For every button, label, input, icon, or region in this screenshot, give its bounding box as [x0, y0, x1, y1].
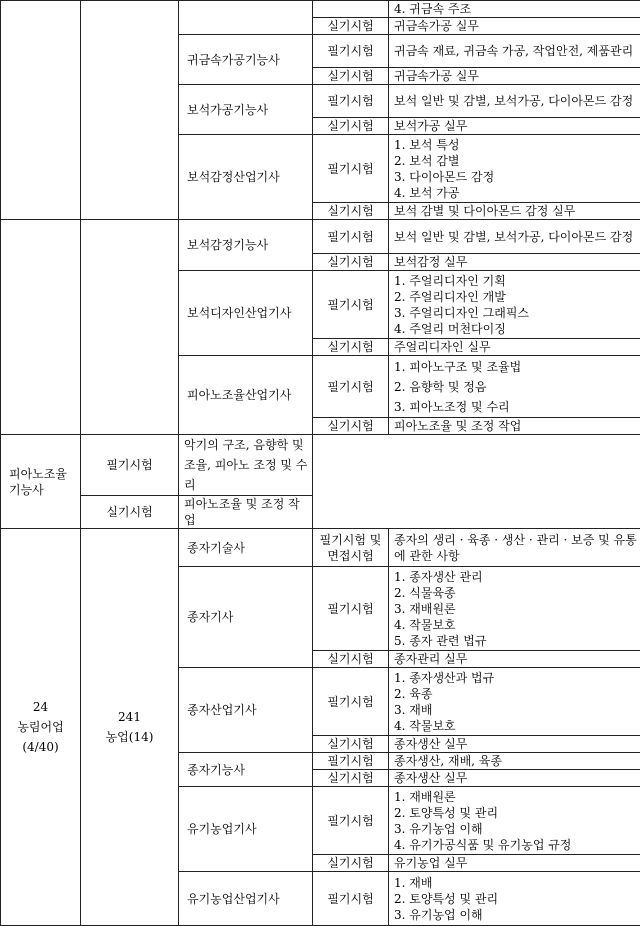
- exam-type: 실기시험: [313, 418, 389, 435]
- exam-type: 필기시험: [313, 135, 389, 203]
- qualification-name: 보석디자인산업기사: [179, 271, 313, 356]
- major-category-code: 24: [5, 697, 76, 717]
- content-line: 주얼리디자인 실무: [394, 339, 637, 355]
- content-line: 2. 주얼리디자인 개발: [394, 289, 637, 305]
- exam-type: 필기시험: [313, 220, 389, 254]
- exam-type: 필기시험: [313, 85, 389, 118]
- content-line: 유기농업 실무: [394, 855, 637, 871]
- exam-content: [389, 1, 640, 18]
- exam-content: [389, 18, 640, 35]
- content-line: 1. 종자생산과 법규: [394, 670, 637, 686]
- exam-content: [389, 668, 640, 736]
- exam-content: [389, 872, 640, 926]
- content-line: 1. 피아노구조 및 조율법: [394, 357, 637, 377]
- major-category-cell: [1, 529, 81, 926]
- exam-content: [389, 85, 640, 118]
- content-line: 2. 육종: [394, 686, 637, 702]
- content-line: 2. 식물육종: [394, 585, 637, 601]
- exam-content: [389, 35, 640, 68]
- content-line: 보석 일반 및 감별, 보석가공, 다이아몬드 감정: [394, 229, 637, 245]
- content-line: 귀금속가공 실무: [394, 18, 637, 34]
- exam-type: 필기시험: [313, 271, 389, 339]
- content-line: 3. 유기농업 이해: [394, 821, 637, 837]
- qualification-name: 종자산업기사: [179, 668, 313, 753]
- exam-type: 필기시험: [313, 567, 389, 651]
- content-line: 종자관리 실무: [394, 651, 637, 667]
- qualification-name: 피아노조율기능사: [1, 435, 81, 529]
- content-line: 1. 주얼리디자인 기획: [394, 273, 637, 289]
- exam-content: [389, 356, 640, 418]
- minor-category-code: 241: [85, 707, 174, 727]
- minor-category-cell-upper: [81, 220, 179, 435]
- qualification-name: 종자기술사: [179, 529, 313, 567]
- exam-type: 실기시험: [313, 855, 389, 872]
- exam-type: [313, 1, 389, 18]
- exam-type: 실기시험: [81, 496, 179, 529]
- exam-type: 실기시험: [313, 651, 389, 668]
- content-line: 1. 보석 특성: [394, 137, 637, 153]
- major-category-cell-upper: [1, 220, 81, 435]
- exam-type: 실기시험: [313, 118, 389, 135]
- content-line: 4. 유기가공식품 및 유기농업 규정: [394, 837, 637, 853]
- content-line: 악기의 구조, 음향학 및 조율, 피아노 조정 및 수리: [184, 435, 309, 495]
- content-line: 4. 보석 가공: [394, 185, 637, 201]
- content-line: 4. 귀금속 주조: [394, 1, 637, 17]
- content-line: 보석 감별 및 다이아몬드 감정 실무: [394, 203, 637, 219]
- content-line: 3. 다이아몬드 감정: [394, 169, 637, 185]
- exam-content: [389, 770, 640, 787]
- exam-type: 실기시험: [313, 770, 389, 787]
- content-line: 3. 재배: [394, 702, 637, 718]
- qualification-name: [179, 1, 313, 35]
- exam-type: 실기시험: [313, 203, 389, 220]
- exam-type: 필기시험: [313, 872, 389, 926]
- exam-type: 필기시험: [81, 435, 179, 496]
- content-line: 피아노조율 및 조정 작업: [184, 496, 309, 528]
- content-line: 보석가공 실무: [394, 118, 637, 134]
- content-line: 3. 재배원론: [394, 601, 637, 617]
- exam-type: 실기시험: [313, 68, 389, 85]
- minor-category-cell: [81, 529, 179, 926]
- exam-type: 필기시험: [313, 668, 389, 736]
- exam-content: [389, 339, 640, 356]
- content-line: 귀금속가공 실무: [394, 68, 637, 84]
- major-category-name: 농림어업: [5, 717, 76, 737]
- minor-category-cell-top: [81, 1, 179, 220]
- content-line: 종자의 생리 · 육종 · 생산 · 관리 · 보증 및 유통에 관한 사항: [394, 532, 637, 564]
- exam-content: [389, 529, 640, 567]
- content-line: 3. 피아노조정 및 수리: [394, 397, 637, 417]
- exam-content: [389, 651, 640, 668]
- exam-type: 필기시험 및 면접시험: [313, 529, 389, 567]
- content-line: 2. 보석 감별: [394, 153, 637, 169]
- content-line: 4. 작물보호: [394, 617, 637, 633]
- exam-content: [389, 271, 640, 339]
- content-line: 3. 유기농업 이해: [394, 907, 637, 923]
- exam-type: 필기시험: [313, 356, 389, 418]
- qualification-name: 피아노조율산업기사: [179, 356, 313, 435]
- content-line: 1. 재배원론: [394, 789, 637, 805]
- qualification-name: 보석감정산업기사: [179, 135, 313, 220]
- exam-type: 실기시험: [313, 254, 389, 271]
- qualification-name: 귀금속가공기능사: [179, 35, 313, 85]
- major-category-count: (4/40): [5, 737, 76, 757]
- exam-content: [389, 567, 640, 651]
- content-line: 1. 종자생산 관리: [394, 569, 637, 585]
- exam-type: 필기시험: [313, 787, 389, 855]
- exam-content: [389, 203, 640, 220]
- exam-content: [389, 254, 640, 271]
- exam-content: [389, 135, 640, 203]
- qualification-name: 보석감정기능사: [179, 220, 313, 271]
- content-line: 5. 종자 관련 법규: [394, 633, 637, 649]
- content-line: 피아노조율 및 조정 작업: [394, 418, 637, 434]
- exam-type: 필기시험: [313, 35, 389, 68]
- content-line: 보석감정 실무: [394, 254, 637, 270]
- minor-category-name: 농업(14): [85, 727, 174, 747]
- qualification-name: 보석가공기능사: [179, 85, 313, 135]
- content-line: 종자생산 실무: [394, 736, 637, 752]
- exam-content: [179, 435, 313, 496]
- exam-content: [179, 496, 313, 529]
- content-line: 3. 주얼리디자인 그래픽스: [394, 305, 637, 321]
- qualification-name: 종자기능사: [179, 753, 313, 787]
- content-line: 귀금속 재료, 귀금속 가공, 작업안전, 제품관리: [394, 43, 637, 59]
- content-line: 종자생산, 재배, 육종: [394, 753, 637, 769]
- qualification-name: 유기농업기사: [179, 787, 313, 872]
- qualification-name: 종자기사: [179, 567, 313, 668]
- exam-content: [389, 753, 640, 770]
- exam-content: [389, 418, 640, 435]
- exam-type: 필기시험: [313, 753, 389, 770]
- qualification-name: 유기농업산업기사: [179, 872, 313, 926]
- content-line: 2. 음향학 및 정음: [394, 377, 637, 397]
- major-category-cell-top: [1, 1, 81, 220]
- content-line: 4. 주얼리 머천다이징: [394, 321, 637, 337]
- exam-content: [389, 220, 640, 254]
- content-line: 4. 작물보호: [394, 718, 637, 734]
- exam-content: [389, 68, 640, 85]
- content-line: 1. 재배: [394, 875, 637, 891]
- exam-type: 실기시험: [313, 339, 389, 356]
- content-line: 2. 토양특성 및 관리: [394, 891, 637, 907]
- exam-content: [389, 736, 640, 753]
- content-line: 2. 토양특성 및 관리: [394, 805, 637, 821]
- content-line: 보석 일반 및 감별, 보석가공, 다이아몬드 감정: [394, 93, 637, 109]
- exam-type: 실기시험: [313, 736, 389, 753]
- exam-type: 실기시험: [313, 18, 389, 35]
- exam-content: [389, 855, 640, 872]
- content-line: 종자생산 실무: [394, 770, 637, 786]
- exam-content: [389, 118, 640, 135]
- exam-content: [389, 787, 640, 855]
